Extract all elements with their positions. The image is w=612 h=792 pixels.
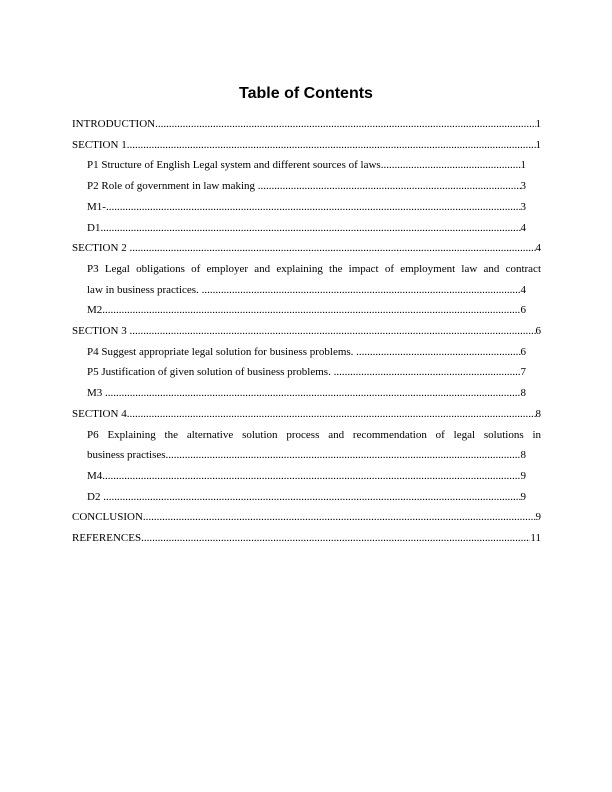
table-of-contents (72, 114, 541, 549)
toc-entry-conclusion[interactable] (72, 507, 541, 528)
toc-page-number: 9 (520, 490, 526, 503)
toc-entry-d2[interactable] (72, 487, 526, 508)
toc-entry-label: P2 Role of government in law making (87, 180, 258, 193)
toc-entry-label: law in business practices. (87, 283, 202, 296)
toc-leader-dots (334, 362, 521, 383)
toc-leader-dots (381, 155, 521, 176)
toc-leader-dots (102, 300, 520, 321)
toc-leader-dots (143, 507, 536, 528)
toc-leader-dots (258, 176, 521, 197)
toc-entry-label: D1 (87, 221, 101, 234)
toc-entry-label: P5 Justification of given solution of business problems. (87, 366, 334, 379)
toc-entry-section-3[interactable] (72, 321, 541, 342)
toc-entry-label: SECTION 1 (72, 138, 127, 151)
toc-leader-dots (127, 135, 536, 156)
toc-entry-label-line1: P6 Explaining the alternative solution process and recommendation of legal solutions in (87, 428, 541, 441)
page-title: Table of Contents (239, 85, 373, 102)
toc-entry-label: P4 Suggest appropriate legal solution for business problems. (87, 345, 357, 358)
toc-page-number: 4 (520, 221, 526, 234)
toc-page-number: 1 (535, 138, 541, 151)
toc-leader-dots (141, 528, 530, 549)
toc-entry-label: SECTION 2 (72, 242, 130, 255)
toc-entry-label: M2 (87, 304, 103, 317)
toc-entry-label: M3 (87, 387, 106, 400)
toc-entry-p4[interactable] (72, 342, 526, 363)
toc-page-number: 3 (520, 200, 526, 213)
toc-page-number: 4 (535, 242, 541, 255)
toc-entry-d1[interactable] (72, 218, 526, 239)
toc-entry-label: SECTION 4 (72, 407, 127, 420)
toc-leader-dots (103, 487, 520, 508)
toc-entry-label: D2 (87, 490, 104, 503)
toc-page-number: 1 (520, 159, 526, 172)
toc-page-number: 1 (535, 118, 541, 130)
toc-entry-p2[interactable] (72, 176, 526, 197)
toc-entry-label: P1 Structure of English Legal system and different sources of laws (87, 159, 381, 172)
toc-entry-label: SECTION 3 (72, 325, 130, 338)
toc-leader-dots (129, 321, 535, 342)
toc-leader-dots (356, 342, 520, 363)
toc-entry-introduction[interactable] (72, 114, 541, 135)
toc-leader-dots (166, 445, 521, 466)
toc-page-number: 9 (520, 469, 526, 482)
toc-page-number: 4 (520, 283, 526, 296)
toc-leader-dots (102, 466, 520, 487)
toc-page-number: 7 (520, 366, 526, 379)
toc-leader-dots (202, 280, 521, 301)
toc-page-number: 8 (520, 387, 526, 400)
toc-page-number: 8 (535, 407, 541, 420)
toc-page-number: 6 (520, 345, 526, 358)
toc-page-number: 9 (535, 511, 541, 524)
toc-entry-label: M4 (87, 469, 103, 482)
toc-entry-label: INTRODUCTION (72, 118, 156, 130)
toc-entry-m1[interactable] (72, 197, 526, 218)
toc-leader-dots (127, 404, 536, 425)
toc-page-number: 6 (520, 304, 526, 317)
toc-entry-label-line1: P3 Legal obligations of employer and explaining the impact of employment law and contract (87, 262, 541, 275)
toc-entry-m4[interactable] (72, 466, 526, 487)
toc-entry-m3[interactable] (72, 383, 526, 404)
toc-page-number: 8 (520, 449, 526, 462)
toc-entry-section-1[interactable] (72, 135, 541, 156)
toc-leader-dots (106, 197, 521, 218)
toc-page-number: 6 (535, 325, 541, 338)
toc-entry-m2[interactable] (72, 300, 526, 321)
toc-entry-p1[interactable] (72, 155, 526, 176)
toc-leader-dots (129, 238, 535, 259)
toc-entry-label: REFERENCES (72, 532, 142, 545)
toc-entry-p3[interactable] (72, 259, 541, 300)
toc-page-number: 11 (530, 532, 541, 545)
toc-page-number: 3 (520, 180, 526, 193)
toc-entry-section-2[interactable] (72, 238, 541, 259)
toc-entry-section-4[interactable] (72, 404, 541, 425)
toc-entry-references[interactable] (72, 528, 541, 549)
toc-entry-p5[interactable] (72, 362, 526, 383)
toc-entry-label: business practises (87, 449, 166, 462)
toc-leader-dots (105, 383, 520, 404)
toc-leader-dots (100, 218, 520, 239)
toc-entry-label: M1- (87, 200, 106, 213)
toc-leader-dots (155, 114, 535, 135)
toc-entry-p6[interactable] (72, 425, 541, 466)
toc-entry-label: CONCLUSION (72, 511, 143, 524)
